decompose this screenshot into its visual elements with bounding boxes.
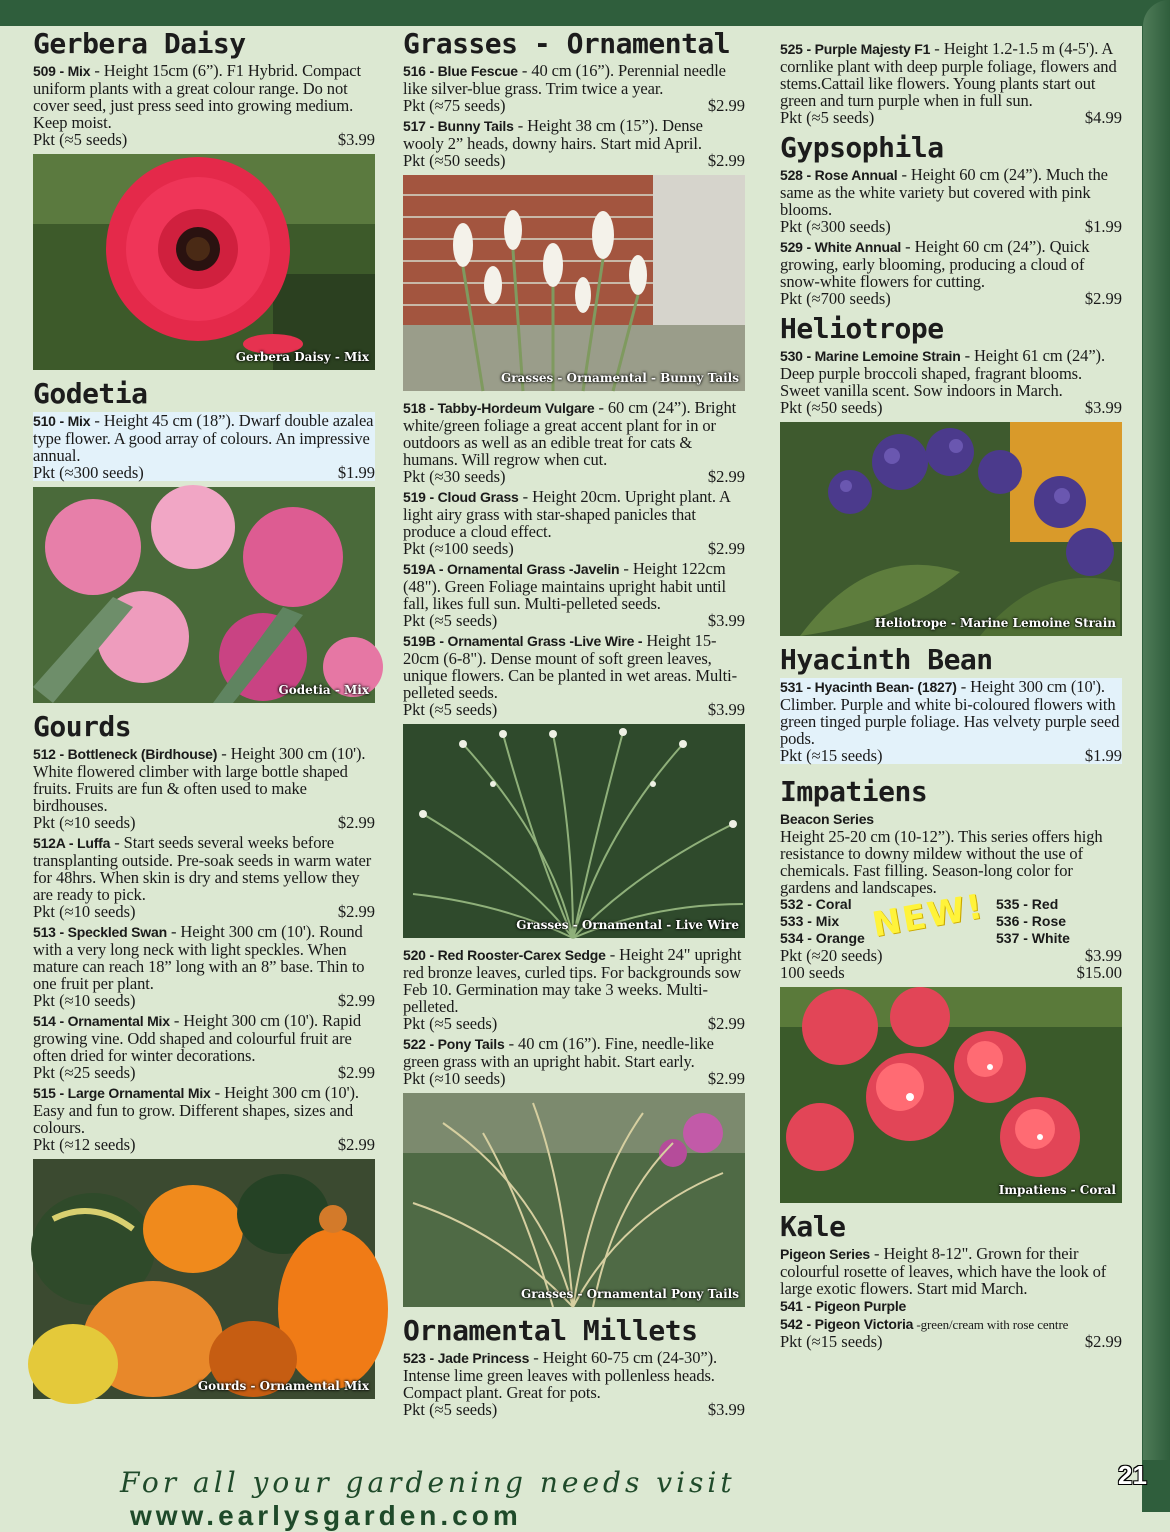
product-512a [33, 834, 375, 903]
product-code: 512A - Luffa [33, 835, 111, 851]
impatiens-list-wrap [780, 886, 1122, 947]
product-516 [403, 62, 745, 97]
pkt-label: Pkt (≈15 seeds) [780, 1332, 883, 1351]
gerbera-image [33, 154, 375, 370]
product-514 [33, 1012, 375, 1064]
product-desc: - Height 122cm (48"). Green Foliage maintains upright habit until fall, likes full sun. Multi-pelleted seeds. [403, 559, 726, 613]
photo-caption: Heliotrope - Marine Lemoine Strain [874, 616, 1116, 630]
product-desc: - Height 61 cm (24”). Deep purple broccoli shaped, fragrant blooms. Sweet vanilla scent. Sow indoors in March. [780, 346, 1105, 400]
price: $2.99 [1084, 1332, 1122, 1351]
pkt-row [403, 612, 745, 629]
pkt-label: Pkt (≈5 seeds) [33, 130, 128, 149]
variety-535: 535 - Red [996, 896, 1059, 912]
pkt-row [403, 1015, 745, 1032]
pkt-label: Pkt (≈12 seeds) [33, 1135, 136, 1154]
section-title-hyacinth: Hyacinth Bean [780, 643, 993, 676]
column-1 [33, 28, 375, 1407]
page-number: 21 [1118, 1460, 1147, 1490]
variety-532: 532 - Coral [780, 896, 852, 912]
pkt-label: Pkt (≈5 seeds) [403, 700, 498, 719]
section-title-gourds: Gourds [33, 710, 132, 743]
product-desc: - Start seeds several weeks before transplanting outside. Pre-soak seeds in warm water for 48hrs. When skin is dry and stems yellow they are ready to pick. [33, 833, 372, 904]
product-529 [780, 238, 1122, 290]
product-512 [33, 745, 375, 814]
product-code: 531 - Hyacinth Bean- (1827) [780, 679, 957, 695]
impatiens-image [780, 987, 1122, 1203]
product-518 [403, 399, 745, 468]
pkt-label: Pkt (≈5 seeds) [403, 1400, 498, 1419]
highlight-531 [780, 678, 1122, 764]
price: $3.99 [707, 611, 745, 630]
product-desc: - Height 60-75 cm (24-30”). Intense lime green leaves with pollenless heads. Compact plant. Great for pots. [403, 1348, 717, 1402]
product-desc: - Height 300 cm (10'). Climber. Purple and white bi-coloured flowers with green tinged purple foliage. Has velvety purple seed pods. [780, 677, 1120, 748]
variety-536: 536 - Rose [996, 913, 1067, 929]
pkt-label: Pkt (≈25 seeds) [33, 1063, 136, 1082]
product-531 [780, 678, 1122, 747]
pkt-row [33, 1064, 375, 1081]
product-542 [780, 1315, 1122, 1333]
product-code: 515 - Large Ornamental Mix [33, 1085, 211, 1101]
photo-godetia [33, 487, 375, 703]
price: $2.99 [337, 1135, 375, 1154]
product-code: 510 - Mix [33, 413, 91, 429]
product-code: 541 - Pigeon Purple [780, 1298, 907, 1314]
pkt-row [780, 947, 1122, 964]
pkt-label: Pkt (≈5 seeds) [780, 108, 875, 127]
price: $2.99 [1084, 289, 1122, 308]
pkt-row [33, 814, 375, 831]
photo-bunny-tails [403, 175, 745, 391]
product-code: 529 - White Annual [780, 239, 902, 255]
product-desc: - Height 38 cm (15”). Dense wooly 2” heads, downy hairs. Start mid April. [403, 116, 703, 153]
pkt-row [780, 109, 1122, 126]
price: $1.99 [337, 463, 375, 482]
pkt-label: Pkt (≈50 seeds) [403, 151, 506, 170]
price: $2.99 [707, 1069, 745, 1088]
pkt-row-100 [780, 964, 1122, 981]
price: $2.99 [337, 902, 375, 921]
section-title-godetia: Godetia [33, 377, 148, 410]
product-desc: - Height 1.2-1.5 m (4-5'). A cornlike plant with deep purple foliage, flowers and stems.Cattail like flowers. Young plants start out green and turn purple when in full sun. [780, 39, 1117, 110]
pkt-label: Pkt (≈30 seeds) [403, 467, 506, 486]
product-code: 522 - Pony Tails [403, 1036, 505, 1052]
product-530 [780, 347, 1122, 399]
product-desc: - Height 20cm. Upright plant. A light airy grass with star-shaped panicles that produce a cloud effect. [403, 487, 730, 541]
photo-caption: Grasses - Ornamental Pony Tails [521, 1287, 739, 1301]
price: $3.99 [337, 130, 375, 149]
section-title-grasses: Grasses - Ornamental [403, 27, 731, 60]
pkt-row [33, 1136, 375, 1153]
pkt-row [403, 701, 745, 718]
product-code: 519B - Ornamental Grass -Live Wire - [403, 633, 643, 649]
photo-live-wire [403, 724, 745, 938]
pkt-label: Pkt (≈50 seeds) [780, 398, 883, 417]
pkt-row [33, 131, 375, 148]
pkt-row [403, 1070, 745, 1087]
product-code: 517 - Bunny Tails [403, 118, 514, 134]
product-desc: - Height 45 cm (18”). Dwarf double azalea type flower. A good array of colours. An impressive annual. [33, 411, 374, 465]
product-code: 516 - Blue Fescue [403, 63, 518, 79]
pkt-row [33, 903, 375, 920]
price: $1.99 [1084, 217, 1122, 236]
product-code: 519 - Cloud Grass [403, 489, 519, 505]
product-desc: - 40 cm (16”). Perennial needle like silver-blue grass. Trim twice a year. [403, 61, 726, 98]
product-522 [403, 1035, 745, 1070]
pkt-label: Pkt (≈75 seeds) [403, 96, 506, 115]
pkt-label: Pkt (≈20 seeds) [780, 946, 883, 965]
top-bar [0, 0, 1142, 26]
product-519b [403, 632, 745, 701]
product-509 [33, 62, 375, 131]
product-desc: - Height 24" upright red bronze leaves, curled tips. For backgrounds sow Feb 10. Germination may take 3 weeks. Multi-pelleted. [403, 945, 742, 1016]
price: $1.99 [1084, 746, 1122, 765]
pkt-row [780, 290, 1122, 307]
photo-caption: Impatiens - Coral [998, 1183, 1116, 1197]
column-2 [403, 28, 745, 1418]
price: $2.99 [337, 1063, 375, 1082]
pkt-row [403, 540, 745, 557]
pkt-label: Pkt (≈700 seeds) [780, 289, 891, 308]
photo-pony-tails [403, 1093, 745, 1307]
pkt-row [403, 1401, 745, 1418]
series-name: Pigeon Series [780, 1246, 870, 1262]
section-title-heliotrope: Heliotrope [780, 312, 944, 345]
product-code: 530 - Marine Lemoine Strain [780, 348, 961, 364]
product-code: 519A - Ornamental Grass -Javelin [403, 561, 620, 577]
product-519 [403, 488, 745, 540]
pkt-label: Pkt (≈300 seeds) [780, 217, 891, 236]
price: $3.99 [1084, 398, 1122, 417]
live-wire-image [403, 724, 745, 938]
product-code: 509 - Mix [33, 63, 91, 79]
variety-533: 533 - Mix [780, 913, 840, 929]
photo-impatiens [780, 987, 1122, 1203]
photo-gourds [33, 1159, 375, 1399]
product-desc: - Height 300 cm (10'). Round with a very long neck with light speckles. When mature can reach 18” long with an 8” base. Thin to one fruit per plant. [33, 922, 365, 993]
impatiens-series [780, 810, 1122, 828]
godetia-image [33, 487, 375, 703]
pkt-row [33, 992, 375, 1009]
product-528 [780, 166, 1122, 218]
pkt-label: 100 seeds [780, 963, 845, 982]
product-code: 512 - Bottleneck (Birdhouse) [33, 746, 218, 762]
product-desc: - Height 60 cm (24”). Quick growing, early blooming, producing a cloud of snow-white flowers for cutting. [780, 237, 1090, 291]
section-title-kale: Kale [780, 1210, 846, 1243]
product-code: 525 - Purple Majesty F1 [780, 41, 931, 57]
product-desc: - Height 300 cm (10'). White flowered climber with large bottle shaped fruits. Fruits are fun & often used to make birdhouses. [33, 744, 366, 815]
variety-534: 534 - Orange [780, 930, 865, 946]
section-title-gypsophila: Gypsophila [780, 131, 944, 164]
product-520 [403, 946, 745, 1015]
pkt-row [403, 97, 745, 114]
photo-caption: Grasses - Ornamental - Bunny Tails [500, 371, 739, 385]
product-515 [33, 1084, 375, 1136]
section-title-gerbera: Gerbera Daisy [33, 27, 246, 60]
column-3 [780, 40, 1122, 1350]
photo-caption: Grasses - Ornamental - Live Wire [516, 918, 739, 932]
product-510 [33, 412, 375, 464]
heliotrope-image [780, 422, 1122, 636]
product-desc: - Height 300 cm (10'). Easy and fun to grow. Different shapes, sizes and colours. [33, 1083, 359, 1137]
product-code: 514 - Ornamental Mix [33, 1013, 170, 1029]
gourds-image [33, 1159, 375, 1399]
pkt-label: Pkt (≈5 seeds) [403, 1014, 498, 1033]
product-513 [33, 923, 375, 992]
price: $2.99 [707, 467, 745, 486]
product-code: 513 - Speckled Swan [33, 924, 167, 940]
pkt-label: Pkt (≈5 seeds) [403, 611, 498, 630]
photo-caption: Gerbera Daisy - Mix [235, 350, 369, 364]
highlight-510 [33, 412, 375, 481]
photo-caption: Godetia - Mix [278, 683, 369, 697]
product-517 [403, 117, 745, 152]
pkt-label: Pkt (≈15 seeds) [780, 746, 883, 765]
bunny-tails-image [403, 175, 745, 391]
footer [120, 1466, 1020, 1532]
photo-caption: Gourds - Ornamental Mix [197, 1379, 369, 1393]
product-desc: - 40 cm (16”). Fine, needle-like green grass with an upright habit. Start early. [403, 1034, 714, 1071]
product-note: -green/cream with rose centre [913, 1317, 1069, 1332]
product-desc: - Height 300 cm (10'). Rapid growing vine. Odd shaped and colourful fruit are often dried for winter decorations. [33, 1011, 361, 1065]
new-badge: NEW! [869, 886, 988, 946]
pkt-row [403, 468, 745, 485]
product-desc: - Height 15cm (6”). F1 Hybrid. Compact uniform plants with a great colour range. Do not cover seed, just press seed into growing medium. Keep moist. [33, 61, 361, 132]
pkt-row [780, 399, 1122, 416]
price: $3.99 [1084, 946, 1122, 965]
price: $2.99 [707, 1014, 745, 1033]
price: $3.99 [707, 1400, 745, 1419]
price: $4.99 [1084, 108, 1122, 127]
pkt-row [780, 218, 1122, 235]
photo-gerbera [33, 154, 375, 370]
section-title-impatiens: Impatiens [780, 775, 928, 808]
price: $2.99 [707, 539, 745, 558]
side-tab-highlight [1143, 0, 1170, 1460]
pkt-label: Pkt (≈100 seeds) [403, 539, 514, 558]
product-code: 542 - Pigeon Victoria [780, 1316, 914, 1332]
pkt-row [780, 747, 1122, 764]
product-desc: - Height 8-12". Grown for their colourful rosette of leaves, which have the look of large exotic flowers. Start mid March. [780, 1244, 1107, 1298]
pkt-label: Pkt (≈10 seeds) [403, 1069, 506, 1088]
variety-537: 537 - White [996, 930, 1070, 946]
product-desc: Height 15-20cm (6-8"). Dense mount of soft green leaves, unique flowers. Can be planted in wet areas. Multi-pelleted seeds. [403, 631, 737, 702]
product-519a [403, 560, 745, 612]
product-code: 518 - Tabby-Hordeum Vulgare [403, 400, 595, 416]
product-code: 520 - Red Rooster-Carex Sedge [403, 947, 606, 963]
pkt-label: Pkt (≈300 seeds) [33, 463, 144, 482]
product-525 [780, 40, 1122, 109]
pkt-label: Pkt (≈10 seeds) [33, 813, 136, 832]
pkt-row [33, 464, 375, 481]
price: $2.99 [337, 991, 375, 1010]
product-code: 523 - Jade Princess [403, 1350, 530, 1366]
footer-slogan: For all your gardening needs visit [120, 1466, 736, 1499]
price: $2.99 [707, 151, 745, 170]
series-name: Beacon Series [780, 811, 874, 827]
product-desc: - Height 60 cm (24”). Much the same as the white variety but covered with pink blooms. [780, 165, 1108, 219]
product-code: 528 - Rose Annual [780, 167, 898, 183]
photo-heliotrope [780, 422, 1122, 636]
product-kale [780, 1245, 1122, 1297]
pony-tails-image [403, 1093, 745, 1307]
footer-url[interactable]: www.earlysgarden.com [130, 1500, 522, 1531]
product-desc: - 60 cm (24”). Bright white/green foliage a great accent plant for in or outdoors as well as an edible treat for cats & humans. Will regrow when cut. [403, 398, 737, 469]
impatiens-desc: Height 25-20 cm (10-12”). This series offers high resistance to downy mildew without the use of chemicals. Fast filling. Season-long color for gardens and landscapes. [780, 827, 1103, 897]
pkt-row [403, 152, 745, 169]
product-541 [780, 1297, 1122, 1315]
price: $3.99 [707, 700, 745, 719]
section-title-millets: Ornamental Millets [403, 1314, 698, 1347]
price: $2.99 [707, 96, 745, 115]
product-523 [403, 1349, 745, 1401]
pkt-label: Pkt (≈10 seeds) [33, 902, 136, 921]
pkt-row [780, 1333, 1122, 1350]
price: $2.99 [337, 813, 375, 832]
price: $15.00 [1076, 963, 1122, 982]
pkt-label: Pkt (≈10 seeds) [33, 991, 136, 1010]
